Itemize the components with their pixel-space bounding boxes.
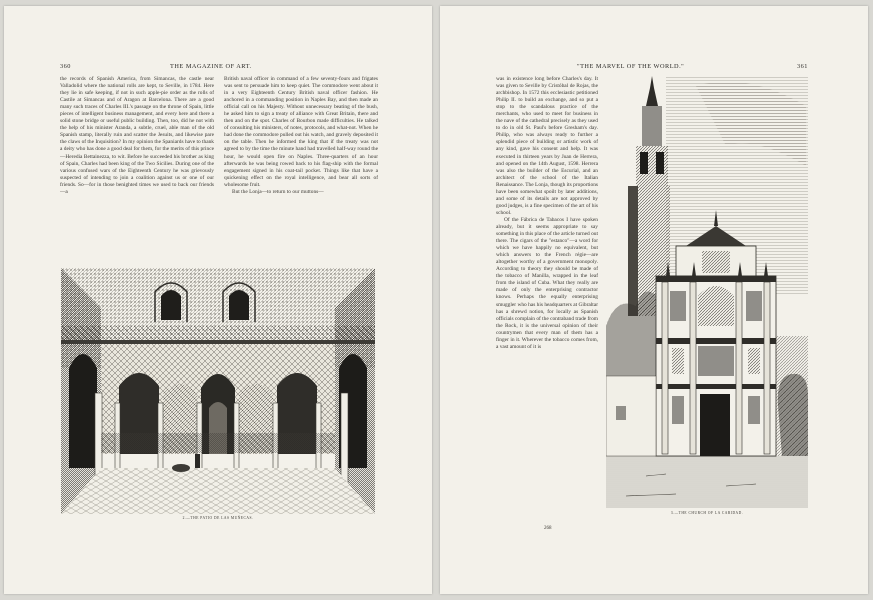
page-number: 360 bbox=[60, 63, 71, 70]
running-head: THE MAGAZINE OF ART. bbox=[170, 63, 252, 70]
engraving-church bbox=[606, 76, 808, 508]
text-column bbox=[496, 76, 598, 524]
paragraph: was in existence long before Charles's day. It was given to Seville by Cristóbal de Rojas, the archbishop. In 1572 this ecclesiastic petitioned Philip II. to build an exchange, and so put a stop to the scandalous practice of the merchants, who used to meet for business in the nave of the cathedral precisely as they used to do in old St. Paul's before Gresham's day. Philip, who was always ready to further a splendid piece of building or artistic work of any kind, gave his consent and help. It was executed in thirteen years by Juan de Herrera, and opened on the 14th August, 1598. Herrera was also the builder of the Escurial, and an architect of the school of the Italian Renaissance. The Lonja, though its proportions have been somewhat spoilt by later additions, and some of its details are not approved by good judges, is a fine specimen of the art of his school. bbox=[496, 76, 598, 216]
page-number: 361 bbox=[797, 63, 808, 70]
text-column-left bbox=[60, 76, 214, 272]
right-page bbox=[440, 6, 868, 594]
paragraph: But the Lonja—to return to our muttons— bbox=[232, 188, 324, 195]
engraving-patio bbox=[61, 268, 375, 514]
paragraph: the records of Spanish America, from Simancas, the castle near Valladolid where the national rolls are kept, to Seville, in 1784. Here they lie in safe keeping, if not in such apple-pie order as the rolls of Castile at Simancas and of Aragon at Barcelona. There are a good many such traces of Charles III.'s passage on the throne of Spain, little pieces of intelligent business management, and every here and there a solid stone bridge or useful public building. Then, too, did he not with the help of his minister Aranda, a subtle, cruel, able man of the old Spanish stamp, literally ruin and scatter the Jesuits, and likewise pare the claws of the Inquisition? In my opinion the Spaniards have to thank a deity who has done a good deal for them, for the merits of this prince—Heredia Bettainezza, to wit. Before he succeeded his brother as king of Spain, Charles had been king of the Two Sicilies. During one of the various confused wars of the Eighteenth Century he was grievously suspected of intending to join a coalition against us or one of our friends. So—for in those benighted times we used to back our friends—a bbox=[60, 76, 214, 195]
signature-mark: 268 bbox=[544, 526, 552, 531]
text-column-right bbox=[224, 76, 378, 272]
running-head: "THE MARVEL OF THE WORLD." bbox=[577, 63, 685, 70]
figure-caption: 3.—THE CHURCH OF LA CARIDAD. bbox=[670, 511, 744, 515]
paragraph: British naval officer in command of a few seventy-fours and frigates was sent to persuade him to keep quiet. The commodore went about it in a very Eighteenth Century British naval officer fashion. He anchored in a commanding position in Naples Bay, and then made an official call on his Majesty. Without unnecessary beating of the bush, he asked him to sign a treaty of alliance with Great Britain, there and then and on the spot. Charles of Bourbon made difficulties. He talked of consulting his ministers, of notes, protocols, and what-not. When he had done the commodore pulled out his watch, and gravely deposited it on the table. Then he informed the king that if the treaty was not agreed to by the time the minute hand had travelled half-way round the hour, he would open fire on Naples. Three-quarters of an hour afterwards he was being rowed back to his flag-ship with the formal engagement signed in his coat-tail pocket. Things like that have a quickening effect on the royal intelligence, and bear all sorts of wholesome fruit. bbox=[224, 76, 378, 188]
figure-caption: 2.—THE PATIO DE LAS MUÑECAS. bbox=[182, 516, 254, 520]
paragraph: Of the Fábrica de Tabacos I have spoken already, but it seems appropriate to say something in this place of the article turned out there. The cigars of the "estanco"—a word for which we have happily no equivalent, but which answers to the French régie—are altogether worthy of a government monopoly. According to theory they should be made of the tobacco of Manilla, wrapped in the leaf from the island of Cuba. What they really are made of only the enterprising contractor knows. Perhaps the equally enterprising smuggler who has his headquarters at Gibraltar has a shrewd notion, for locally as Spanish officials complain of the contraband trade from the Rock, it is the universal opinion of their countrymen that every man of them has a finger in it. Wherever the tobacco comes from, a vast amount of it is bbox=[496, 216, 598, 350]
left-page bbox=[4, 6, 432, 594]
